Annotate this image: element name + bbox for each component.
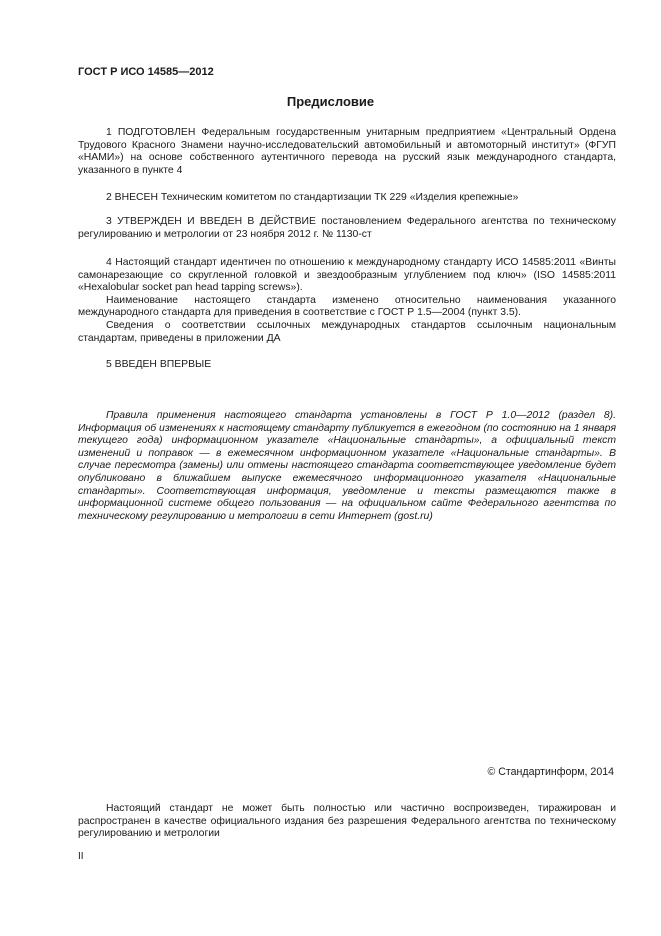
notice-block [78, 410, 616, 523]
item-5-block [78, 359, 616, 372]
item-4-text: 4 Настоящий стандарт идентичен по отношению к международному стандарту ИСО 14585:2011 «Винты самонарезающие со скругленной головкой и звездообразным углублением под ключ» (ISO 14585:2011 «Hexalobular socket pan head tapping screws»). [78, 257, 616, 294]
footer-note-block [78, 803, 616, 841]
item-5-text: 5 ВВЕДЕН ВПЕРВЫЕ [106, 359, 212, 370]
page-title: Предисловие [286, 94, 375, 109]
item-4-references-note: Сведения о соответствии ссылочных международных стандартов ссылочным национальным стандартам, приведены в приложении ДА [78, 319, 616, 344]
item-2-block [78, 192, 616, 205]
document-header: ГОСТ Р ИСО 14585—2012 [78, 66, 214, 78]
item-1-block [78, 127, 616, 177]
item-3-block [78, 216, 616, 241]
item-3-text: 3 УТВЕРЖДЕН И ВВЕДЕН В ДЕЙСТВИЕ постановлением Федерального агентства по техническому регулированию и метрологии от 23 ноября 2012 г. № 1130-ст [78, 216, 616, 240]
item-4-block [78, 257, 616, 345]
notice-text: Правила применения настоящего стандарта установлены в ГОСТ Р 1.0—2012 (раздел 8). Информация об изменениях к настоящему стандарту публикуется в ежегодном (по состоянию на 1 января текущего года) информационном указателе «Национальные стандарты», а официальный текст изменений и поправок — в ежемесячном информационном указателе «Национальные стандарты». В случае пересмотра (замены) или отмены настоящего стандарта соответствующее уведомление будет опубликовано в ближайшем выпуске ежемесячного информационного указателя «Национальные стандарты». Соответствующая информация, уведомление и тексты размещаются также в информационной системе общего пользования — на официальном сайте Федерального агентства по техническому регулированию и метрологии в сети Интернет (gost.ru) [78, 410, 616, 522]
item-2-text: 2 ВНЕСЕН Техническим комитетом по стандартизации ТК 229 «Изделия крепежные» [106, 192, 519, 203]
copyright: © Стандартинформ, 2014 [487, 766, 614, 778]
footer-note-text: Настоящий стандарт не может быть полностью или частично воспроизведен, тиражирован и распространен в качестве официального издания без разрешения Федерального агентства по техническому регулированию и метрологии [78, 803, 616, 840]
page-number: II [78, 851, 84, 862]
item-1-text: 1 ПОДГОТОВЛЕН Федеральным государственным унитарным предприятием «Центральный Ордена Трудового Красного Знамени научно-исследовательский автомобильный и автомоторный институт» (ФГУП «НАМИ») на основе собственного аутентичного перевода на русский язык международного стандарта, указанного в пункте 4 [78, 127, 616, 176]
item-4-name-note: Наименование настоящего стандарта изменено относительно наименования указанного международного стандарта для приведения в соответствие с ГОСТ Р 1.5—2004 (пункт 3.5). [78, 294, 616, 319]
